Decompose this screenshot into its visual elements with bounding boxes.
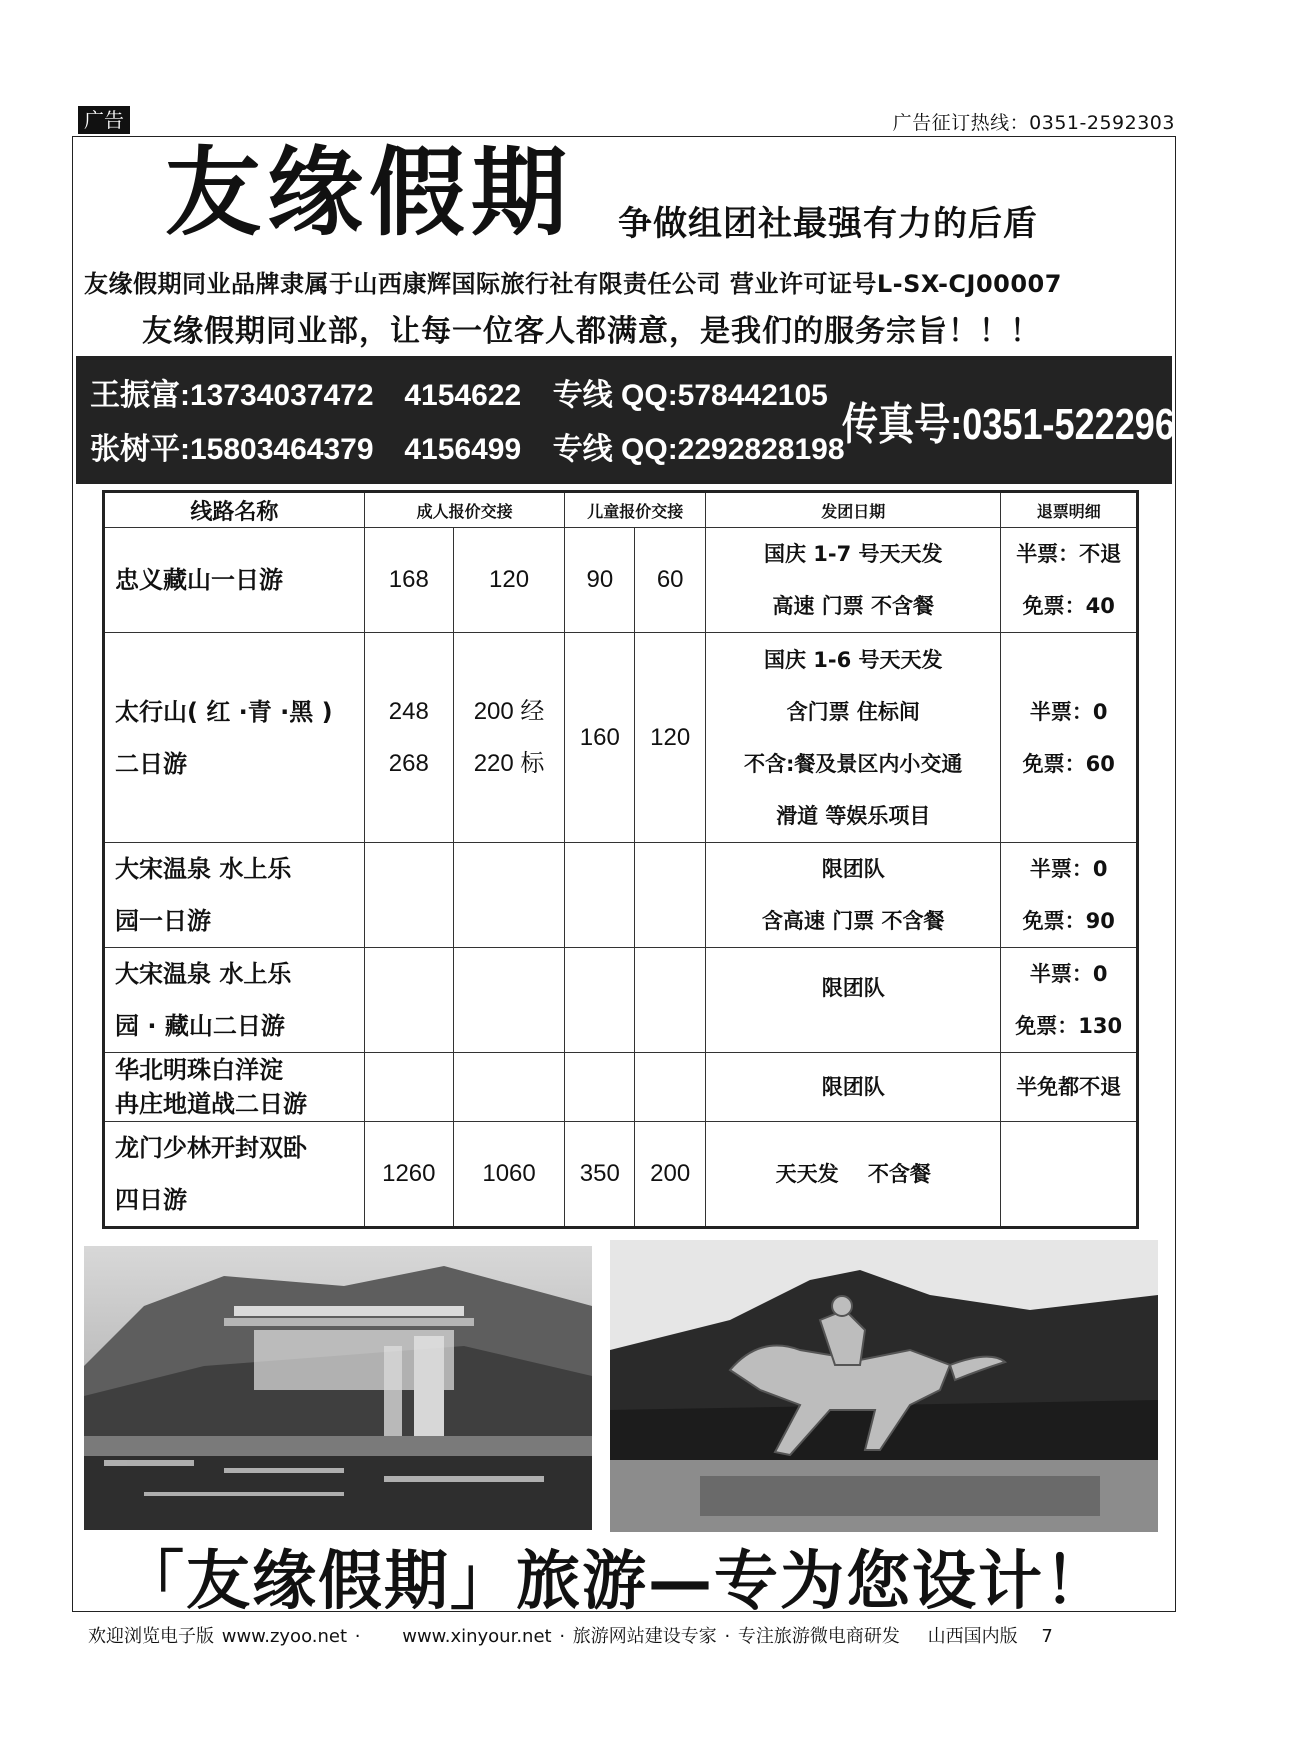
child-price-a: [565, 843, 635, 948]
table-row: [104, 1122, 1138, 1228]
child-price-b: [635, 1053, 706, 1122]
page-footer: [88, 1622, 1059, 1648]
adult-price-a: [364, 948, 453, 1053]
refund-detail: 半免都不退: [1001, 1053, 1138, 1122]
adult-price-a: 248 268: [364, 633, 453, 843]
route-name: 太行山( 红 ·青 ·黑 ) 二日游: [104, 633, 365, 843]
child-price-b: 60: [635, 528, 706, 633]
header-refund: 退票明细: [1001, 492, 1138, 528]
route-name: 大宋温泉 水上乐 园一日游: [104, 843, 365, 948]
child-price-b: 200: [635, 1122, 706, 1228]
table-row: [104, 948, 1138, 1053]
brand-slogan: 争做组团社最强有力的后盾: [618, 204, 1038, 244]
table-row: [104, 843, 1138, 948]
route-name: 龙门少林开封双卧 四日游: [104, 1122, 365, 1228]
route-name: 华北明珠白洋淀 冉庄地道战二日游: [104, 1053, 365, 1122]
page-number: 7: [1041, 1626, 1053, 1647]
child-price-b: [635, 948, 706, 1053]
departure-info: 限团队: [706, 948, 1001, 1053]
bottom-slogan: 「友缘假期」旅游—专为您设计！: [120, 1545, 1110, 1619]
child-price-b: 120: [635, 633, 706, 843]
route-table: [102, 490, 1139, 1229]
adult-price-b: [453, 843, 565, 948]
header-child: 儿童报价交接: [565, 492, 706, 528]
contact-name-phone: 张树平:15803464379: [90, 433, 374, 466]
mission-statement: 友缘假期同业部，让每一位客人都满意，是我们的服务宗旨！！！: [142, 314, 1041, 349]
child-price-a: [565, 948, 635, 1053]
adult-price-a: [364, 1053, 453, 1122]
refund-detail: [1001, 1122, 1138, 1228]
waterfall-illustration: [84, 1246, 592, 1530]
contact-ext: 4154622: [404, 379, 522, 412]
adult-price-a: [364, 843, 453, 948]
statue-photo: [610, 1240, 1158, 1532]
departure-info: 天天发 不含餐: [706, 1122, 1001, 1228]
footer-left-link[interactable]: 欢迎浏览电子版 www.zyoo.net ·: [88, 1626, 361, 1647]
table-row: [104, 528, 1138, 633]
adult-price-b: 200 经 220 标: [453, 633, 565, 843]
fax-number: 传真号:0351-5222966转131: [842, 400, 1291, 449]
statue-illustration: [610, 1240, 1158, 1532]
departure-info: 限团队: [706, 1053, 1001, 1122]
header-adult: 成人报价交接: [364, 492, 565, 528]
route-name: 大宋温泉 水上乐 园 · 藏山二日游: [104, 948, 365, 1053]
departure-info: 限团队 含高速 门票 不含餐: [706, 843, 1001, 948]
child-price-a: 90: [565, 528, 635, 633]
brand-name: 友缘假期: [165, 137, 573, 249]
table-row: [104, 633, 1138, 843]
child-price-a: [565, 1053, 635, 1122]
child-price-a: 350: [565, 1122, 635, 1228]
departure-info: 国庆 1-7 号天天发 高速 门票 不含餐: [706, 528, 1001, 633]
ad-tag: 广告: [78, 106, 130, 134]
header-dates: 发团日期: [706, 492, 1001, 528]
refund-detail: 半票：0 免票：60: [1001, 633, 1138, 843]
footer-middle-link[interactable]: www.xinyour.net · 旅游网站建设专家 · 专注旅游微电商研发: [402, 1626, 900, 1647]
refund-detail: 半票：不退 免票：40: [1001, 528, 1138, 633]
contact-name-phone: 王振富:13734037472: [90, 379, 374, 412]
route-name: 忠义藏山一日游: [104, 528, 365, 633]
refund-detail: 半票：0 免票：90: [1001, 843, 1138, 948]
contact-row: [90, 370, 828, 414]
adult-price-b: 120: [453, 528, 565, 633]
child-price-a: 160: [565, 633, 635, 843]
departure-info: 国庆 1-6 号天天发 含门票 住标间 不含:餐及景区内小交通 滑道 等娱乐项目: [706, 633, 1001, 843]
header-route: 线路名称: [104, 492, 365, 528]
footer-edition: 山西国内版: [927, 1626, 1018, 1647]
waterfall-photo: [84, 1246, 592, 1530]
adult-price-b: [453, 948, 565, 1053]
refund-detail: 半票：0 免票：130: [1001, 948, 1138, 1053]
table-header-row: [104, 492, 1138, 528]
adult-price-a: 1260: [364, 1122, 453, 1228]
child-price-b: [635, 843, 706, 948]
ad-hotline: 广告征订热线：0351-2592303: [892, 112, 1175, 134]
adult-price-b: [453, 1053, 565, 1122]
contact-qq: 专线 QQ:578442105: [552, 379, 828, 412]
adult-price-a: 168: [364, 528, 453, 633]
contact-qq: 专线 QQ:2292828198: [552, 433, 845, 466]
company-line: 友缘假期同业品牌隶属于山西康辉国际旅行社有限责任公司 营业许可证号L-SX-CJ00007: [84, 270, 1062, 298]
table-row: [104, 1053, 1138, 1122]
contact-ext: 4156499: [404, 433, 522, 466]
adult-price-b: 1060: [453, 1122, 565, 1228]
contact-row: [90, 424, 845, 468]
